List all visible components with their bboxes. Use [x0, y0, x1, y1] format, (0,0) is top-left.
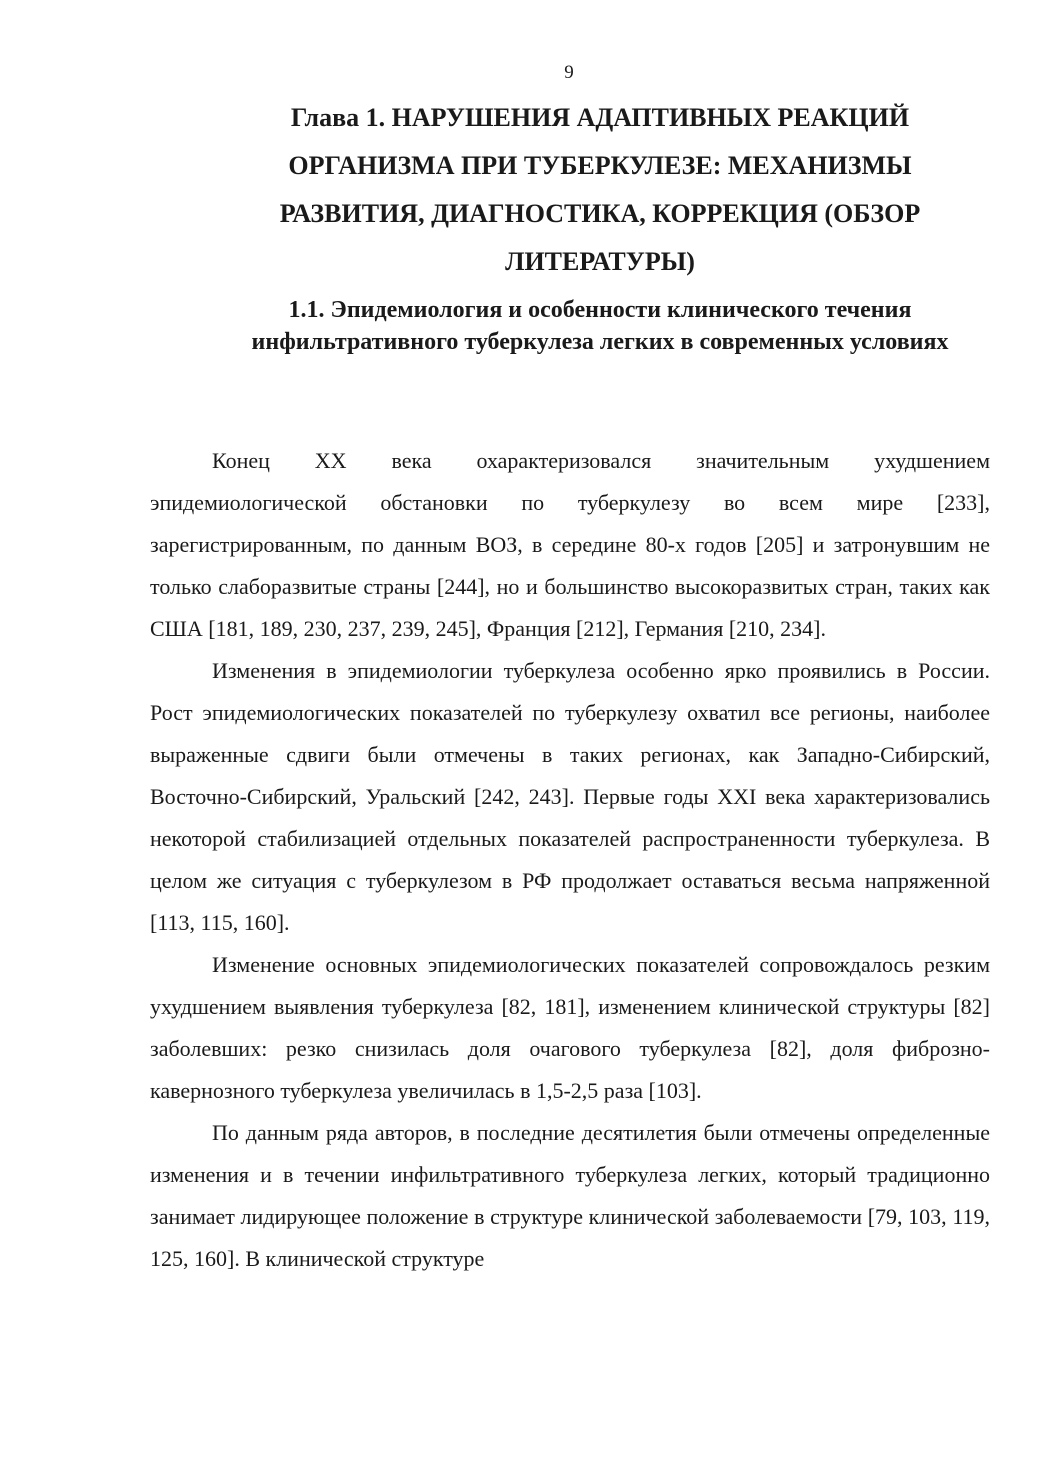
section-title: 1.1. Эпидемиология и особенности клинического течения инфильтративного туберкулеза легких в современных условиях	[251, 297, 949, 355]
page-number: 9	[564, 62, 574, 83]
body-text	[150, 440, 990, 1280]
paragraph-4: По данным ряда авторов, в последние десятилетия были отмечены определенные изменения и в течении инфильтративного туберкулеза легких, который традиционно занимает лидирующее положение в структуре клинической заболеваемости [79, 103, 119, 125, 160]. В клинической структуре	[150, 1120, 990, 1271]
chapter-title: Глава 1. НАРУШЕНИЯ АДАПТИВНЫХ РЕАКЦИЙ ОРГАНИЗМА ПРИ ТУБЕРКУЛЕЗЕ: МЕХАНИЗМЫ РАЗВИТИЯ, ДИАГНОСТИКА, КОРРЕКЦИЯ (ОБЗОР ЛИТЕРАТУРЫ)	[279, 103, 921, 276]
paragraph-1: Конец XX века охарактеризовался значительным ухудшением эпидемиологической обстановки по туберкулезу во всем мире [233], зарегистрированным, по данным ВОЗ, в середине 80-х годов [205] и затронувшим не только слаборазвитые страны [244], но и большинство высокоразвитых стран, таких как США [181, 189, 230, 237, 239, 245], Франция [212], Германия [210, 234].	[150, 448, 990, 641]
paragraph-2: Изменения в эпидемиологии туберкулеза особенно ярко проявились в России. Рост эпидемиологических показателей по туберкулезу охватил все регионы, наиболее выраженные сдвиги были отмечены в таких регионах, как Западно-Сибирский, Восточно-Сибирский, Уральский [242, 243]. Первые годы XXI века характеризовались некоторой стабилизацией отдельных показателей распространенности туберкулеза. В целом же ситуация с туберкулезом в РФ продолжает оставаться весьма напряженной [113, 115, 160].	[150, 658, 990, 935]
paragraph-3: Изменение основных эпидемиологических показателей сопровождалось резким ухудшением выявления туберкулеза [82, 181], изменением клинической структуры [82] заболевших: резко снизилась доля очагового туберкулеза [82], доля фиброзно-кавернозного туберкулеза увеличилась в 1,5-2,5 раза [103].	[150, 952, 990, 1103]
